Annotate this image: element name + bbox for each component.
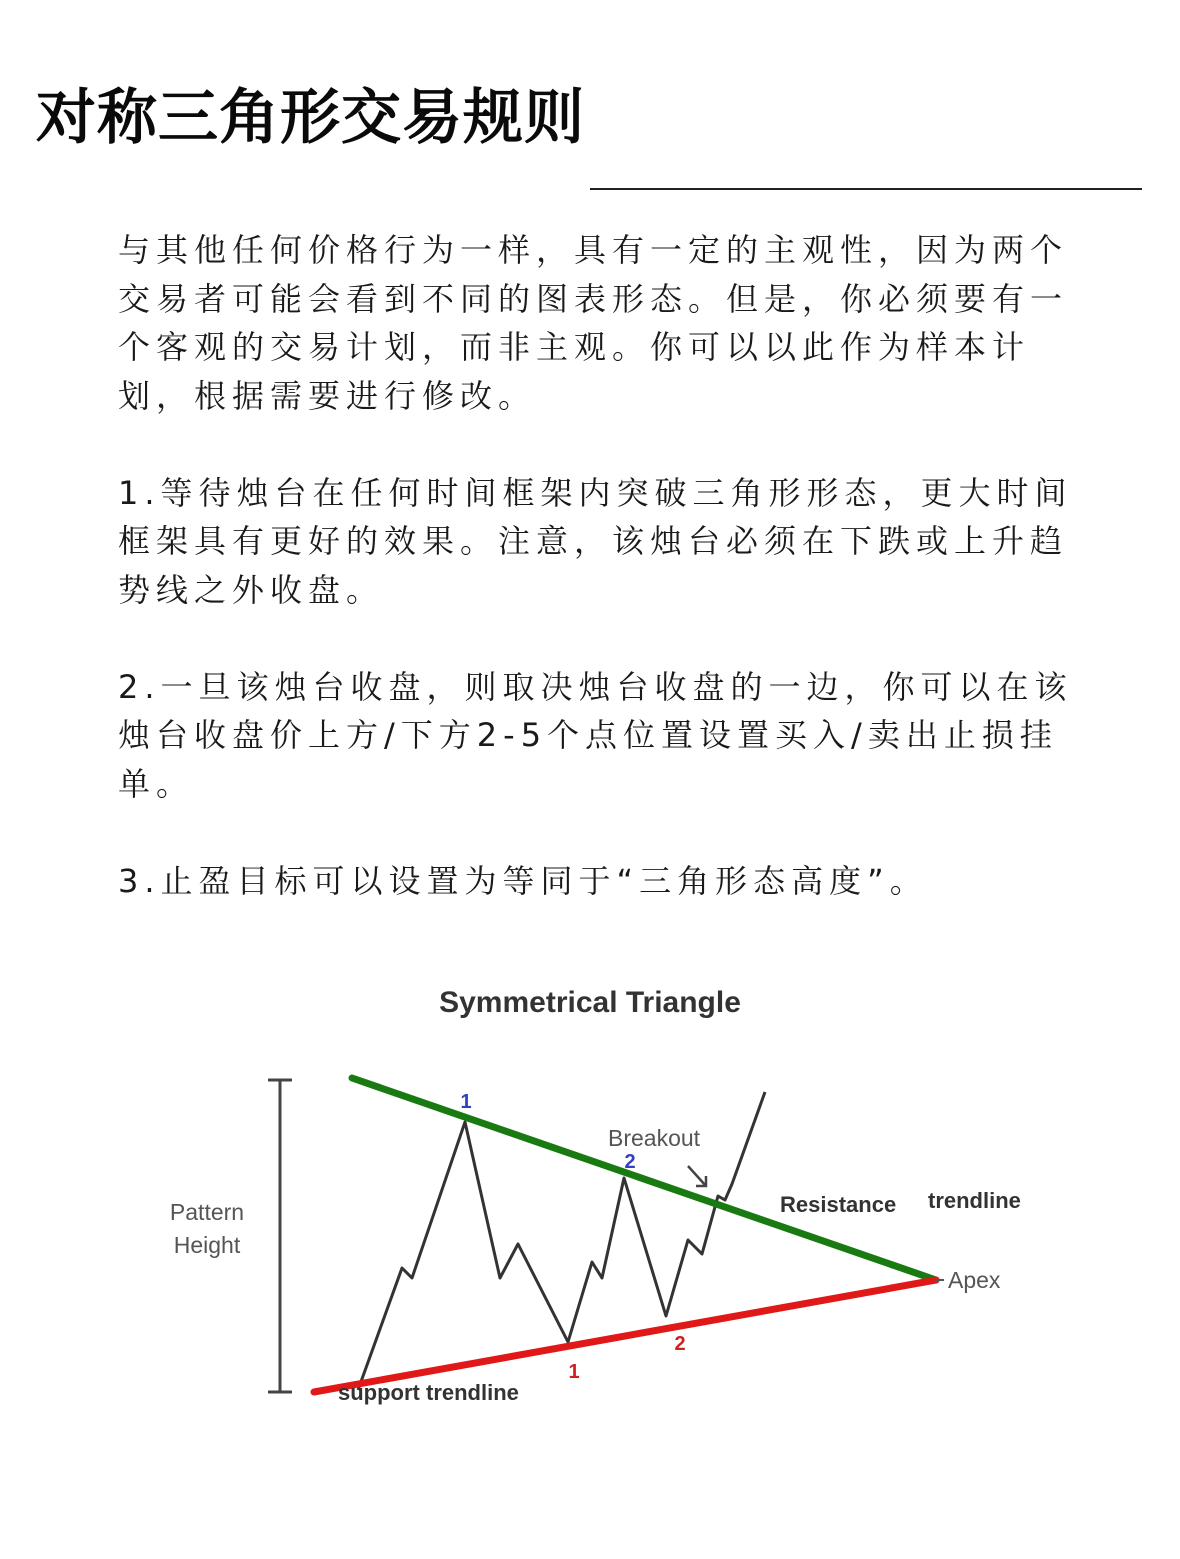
article-body: [118, 226, 1078, 905]
rule-3-paragraph: 3.止盈目标可以设置为等同于“三角形态高度”。: [118, 861, 928, 900]
resistance-trendline: [352, 1078, 936, 1280]
support-touch-1-label: 1: [568, 1361, 580, 1383]
pattern-height-bracket: [268, 1080, 292, 1392]
pattern-height-label-line2: Height: [173, 1232, 241, 1258]
resistance-label: Resistance: [780, 1192, 897, 1217]
resistance-touch-2-label: 2: [624, 1151, 636, 1173]
page-title: 对称三角形交易规则: [36, 83, 585, 153]
rule-1-paragraph: 1.等待烛台在任何时间框架内突破三角形形态，更大时间框架具有更好的效果。注意，该烛台必须在下跌或上升趋势线之外收盘。: [118, 473, 1073, 609]
rule-2-paragraph: 2.一旦该烛台收盘，则取决烛台收盘的一边，你可以在该烛台收盘价上方/下方2-5个点位置设置买入/卖出止损挂单。: [118, 667, 1073, 803]
pattern-height-label-line1: Pattern: [169, 1199, 245, 1225]
title-divider: [590, 188, 1142, 190]
support-touch-2-label: 2: [674, 1333, 686, 1355]
resistance-touch-1-label: 1: [460, 1091, 472, 1113]
breakout-arrow-icon: [688, 1166, 706, 1186]
diagram-title: Symmetrical Triangle: [439, 986, 741, 1019]
symmetrical-triangle-diagram: [140, 970, 1060, 1430]
support-trendline: [314, 1280, 936, 1392]
resistance-trendline-label: trendline: [928, 1188, 1021, 1213]
intro-paragraph: 与其他任何价格行为一样，具有一定的主观性，因为两个交易者可能会看到不同的图表形态。但是，你必须要有一个客观的交易计划，而非主观。你可以以此作为样本计划，根据需要进行修改。: [118, 231, 1069, 415]
apex-label: Apex: [948, 1267, 1001, 1293]
breakout-label: Breakout: [608, 1125, 701, 1151]
support-trendline-label: support trendline: [338, 1380, 519, 1405]
